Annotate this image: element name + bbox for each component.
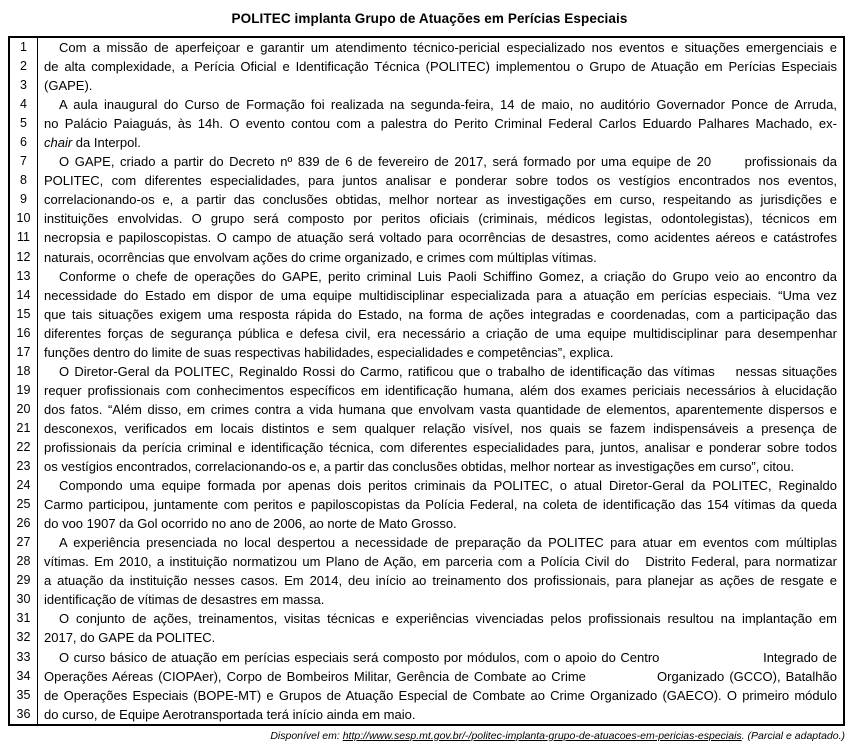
- line-number: 21: [10, 419, 38, 438]
- text-line: [10, 95, 843, 114]
- text-line: [10, 648, 843, 667]
- text-line: [10, 476, 843, 495]
- source-url[interactable]: http://www.sesp.mt.gov.br/-/politec-implanta-grupo-de-atuacoes-em-pericias-especiais: [342, 729, 742, 742]
- text-line: [10, 133, 843, 152]
- line-text: Carmo participou, juntamente com peritos e papiloscopistas da Polícia Federal, na coleta de identificação das 154 vítimas da queda: [44, 497, 837, 513]
- text-line: [10, 381, 843, 400]
- line-text: A aula inaugural do Curso de Formação foi realizada na segunda-feira, 14 de maio, no auditório Governador Ponce de Arruda,: [59, 97, 837, 113]
- line-number: 18: [10, 362, 38, 381]
- line-text: os vestígios encontrados, correlacionando-os e, a partir das conclusões obtidas, melhor nortear as investigações em curso”, citou.: [44, 459, 795, 475]
- line-number: 10: [10, 209, 38, 228]
- line-number: 31: [10, 609, 38, 628]
- text-line: [10, 438, 843, 457]
- text-line: [10, 514, 843, 533]
- line-number: 8: [10, 171, 38, 190]
- line-text: a atuação da instituição nesses casos. Em 2014, deu início ao treinamento dos profissionais, para planejar as ações de resgate e: [44, 573, 837, 589]
- line-text: 2017, do GAPE da POLITEC.: [44, 630, 216, 646]
- line-number: 15: [10, 305, 38, 324]
- line-number: 6: [10, 133, 38, 152]
- text-line: [10, 495, 843, 514]
- line-text: identificação de vítimas de desastres em massa.: [44, 592, 325, 608]
- text-line: [10, 400, 843, 419]
- line-number: 36: [10, 705, 38, 724]
- text-line: [10, 209, 843, 228]
- line-number: 35: [10, 686, 38, 705]
- line-number: 11: [10, 228, 38, 247]
- source-note: [0, 730, 845, 743]
- line-text: funções dentro do limite de suas respectivas habilidades, especialidades e competências”, explica.: [44, 344, 614, 360]
- line-text: Conforme o chefe de operações do GAPE, perito criminal Luis Paoli Schiffino Gomez, a criação do Grupo veio ao encontro da: [59, 268, 837, 284]
- text-line: [10, 57, 843, 76]
- source-suffix: . (Parcial e adaptado.): [741, 729, 845, 742]
- line-text: no Palácio Paiaguás, às 14h. O evento contou com a palestra do Perito Criminal Federal Carlos Eduardo Palhares Machado, ex-: [44, 116, 837, 132]
- line-number: 14: [10, 286, 38, 305]
- text-line: [10, 343, 843, 362]
- line-number: 20: [10, 400, 38, 419]
- line-text: chair da Interpol.: [44, 135, 141, 151]
- line-text: O Diretor-Geral da POLITEC, Reginaldo Rossi do Carmo, ratificou que o trabalho de identificação das vítimas nessas situações: [59, 363, 837, 379]
- line-text: Com a missão de aperfeiçoar e garantir um atendimento técnico-pericial especializado nos eventos e situações emergenciais e: [59, 40, 837, 55]
- line-text: do voo 1907 da Gol ocorrido no ano de 2006, ao norte de Mato Grosso.: [44, 516, 457, 532]
- line-text: do curso, de Equipe Aerotransportada terá início ainda em maio.: [44, 706, 416, 722]
- text-line: [10, 305, 843, 324]
- text-line: [10, 171, 843, 190]
- line-number: 1: [10, 38, 38, 57]
- line-number: 25: [10, 495, 38, 514]
- line-number: 28: [10, 552, 38, 571]
- text-line: [10, 686, 843, 705]
- line-text: diferentes forças de segurança pública e defesa civil, era necessário a criação de uma equipe multidisciplinar para desempenhar: [44, 325, 837, 341]
- text-table: [8, 36, 845, 726]
- line-number: 27: [10, 533, 38, 552]
- text-line: [10, 267, 843, 286]
- line-number: 29: [10, 571, 38, 590]
- text-line: [10, 533, 843, 552]
- line-text: correlacionando-os e, a partir das conclusões obtidas, melhor nortear as investigações em curso, respeitando as jurisdições e: [44, 192, 837, 208]
- line-text: profissionais da perícia criminal e identificação técnica, com diferentes especialidades para, juntos, analisar e ponderar sobre todos: [44, 439, 837, 455]
- text-line: [10, 324, 843, 343]
- text-line: [10, 114, 843, 133]
- line-text: que tais situações exigem uma resposta rápida do Estado, na forma de ações integradas e coordenadas, com a participação das: [44, 306, 837, 322]
- line-text: Operações Aéreas (CIOPAer), Corpo de Bombeiros Militar, Gerência de Combate ao Crime Organizado (GCCO), Batalhão: [44, 668, 837, 684]
- line-number: 9: [10, 190, 38, 209]
- line-text: de alta complexidade, a Perícia Oficial e Identificação Técnica (POLITEC) implementou o Grupo de Atuação em Perícias Especiais: [44, 59, 837, 75]
- line-text: O conjunto de ações, treinamentos, visitas técnicas e experiências vivenciadas pelos profissionais resultou na implantação em: [59, 611, 837, 627]
- text-line: [10, 248, 843, 267]
- text-line: [10, 38, 843, 57]
- line-text: requer profissionais com conhecimentos específicos em identificação humana, além dos exames periciais necessários à elucidação: [44, 382, 837, 398]
- line-text: vítimas. Em 2010, a instituição normatizou um Plano de Ação, em parceria com a Polícia Civil do Distrito Federal, para normatizar: [44, 554, 837, 570]
- line-number: 26: [10, 514, 38, 533]
- text-line: [10, 457, 843, 476]
- text-line: [10, 552, 843, 571]
- line-number: 12: [10, 248, 38, 267]
- line-number: 24: [10, 476, 38, 495]
- line-text: (GAPE).: [44, 78, 93, 94]
- line-text: A experiência presenciada no local despertou a necessidade de preparação da POLITEC para atuar em eventos com múltiplas: [59, 535, 837, 551]
- line-number: 32: [10, 628, 38, 647]
- line-number: 22: [10, 438, 38, 457]
- text-line: [10, 571, 843, 590]
- text-line: [10, 286, 843, 305]
- line-number: 33: [10, 648, 38, 667]
- line-number: 5: [10, 114, 38, 133]
- line-number: 7: [10, 152, 38, 171]
- line-text: necessidade do Estado em dispor de uma equipe multidisciplinar especializada para a atuação em perícias especiais. “Uma vez: [44, 287, 837, 303]
- text-line: [10, 152, 843, 171]
- line-number: 13: [10, 267, 38, 286]
- line-text: O curso básico de atuação em perícias especiais será composto por módulos, com o apoio do Centro Integrado de: [59, 649, 837, 665]
- line-number: 2: [10, 57, 38, 76]
- line-text: instituições envolvidas. O grupo será composto por peritos oficiais (criminais, médicos legistas, odontolegistas), técnicos em: [44, 211, 837, 227]
- line-text: dos fatos. “Além disso, em crimes contra a vida humana que envolvam vasta quantidade de elementos, aparentemente dispersos e: [44, 401, 837, 417]
- line-text: Compondo uma equipe formada por apenas dois peritos criminais da POLITEC, o atual Diretor-Geral da POLITEC, Reginaldo: [59, 478, 837, 494]
- line-number: 4: [10, 95, 38, 114]
- text-line: [10, 667, 843, 686]
- text-line: [10, 190, 843, 209]
- line-text: desconexos, verificados em locais distintos e sem qualquer relação visível, nos quais se fazem indispensáveis a presença de: [44, 420, 837, 436]
- line-number: 30: [10, 590, 38, 609]
- text-line: [10, 362, 843, 381]
- text-line: [10, 705, 843, 724]
- text-line: [10, 628, 843, 647]
- line-number: 23: [10, 457, 38, 476]
- line-number: 17: [10, 343, 38, 362]
- text-line: [10, 590, 843, 609]
- line-number: 16: [10, 324, 38, 343]
- text-line: [10, 419, 843, 438]
- line-text: POLITEC, com diferentes especialidades, para juntos analisar e ponderar sobre todos os vestígios encontrados nos eventos,: [44, 173, 837, 189]
- line-text: necropsia e papiloscopistas. O campo de atuação será voltado para ocorrências de desastres, como acidentes aéreos e catástrofes: [44, 230, 837, 246]
- source-prefix: Disponível em:: [270, 729, 343, 742]
- text-line: [10, 76, 843, 95]
- line-text: naturais, ocorrências que envolvam ações do crime organizado, e crimes com múltiplas vítimas.: [44, 249, 597, 265]
- line-number: 3: [10, 76, 38, 95]
- document-title: POLITEC implanta Grupo de Atuações em Perícias Especiais: [231, 11, 628, 26]
- text-line: [10, 609, 843, 628]
- text-line: [10, 228, 843, 247]
- line-number: 19: [10, 381, 38, 400]
- line-text: O GAPE, criado a partir do Decreto nº 839 de 6 de fevereiro de 2017, será formado por uma equipe de 20 profissionais da: [59, 154, 837, 170]
- line-text: de Operações Especiais (BOPE-MT) e Grupos de Atuação Especial de Combate ao Crime Organizado (GAECO). O primeiro módulo: [44, 687, 837, 703]
- line-number: 34: [10, 667, 38, 686]
